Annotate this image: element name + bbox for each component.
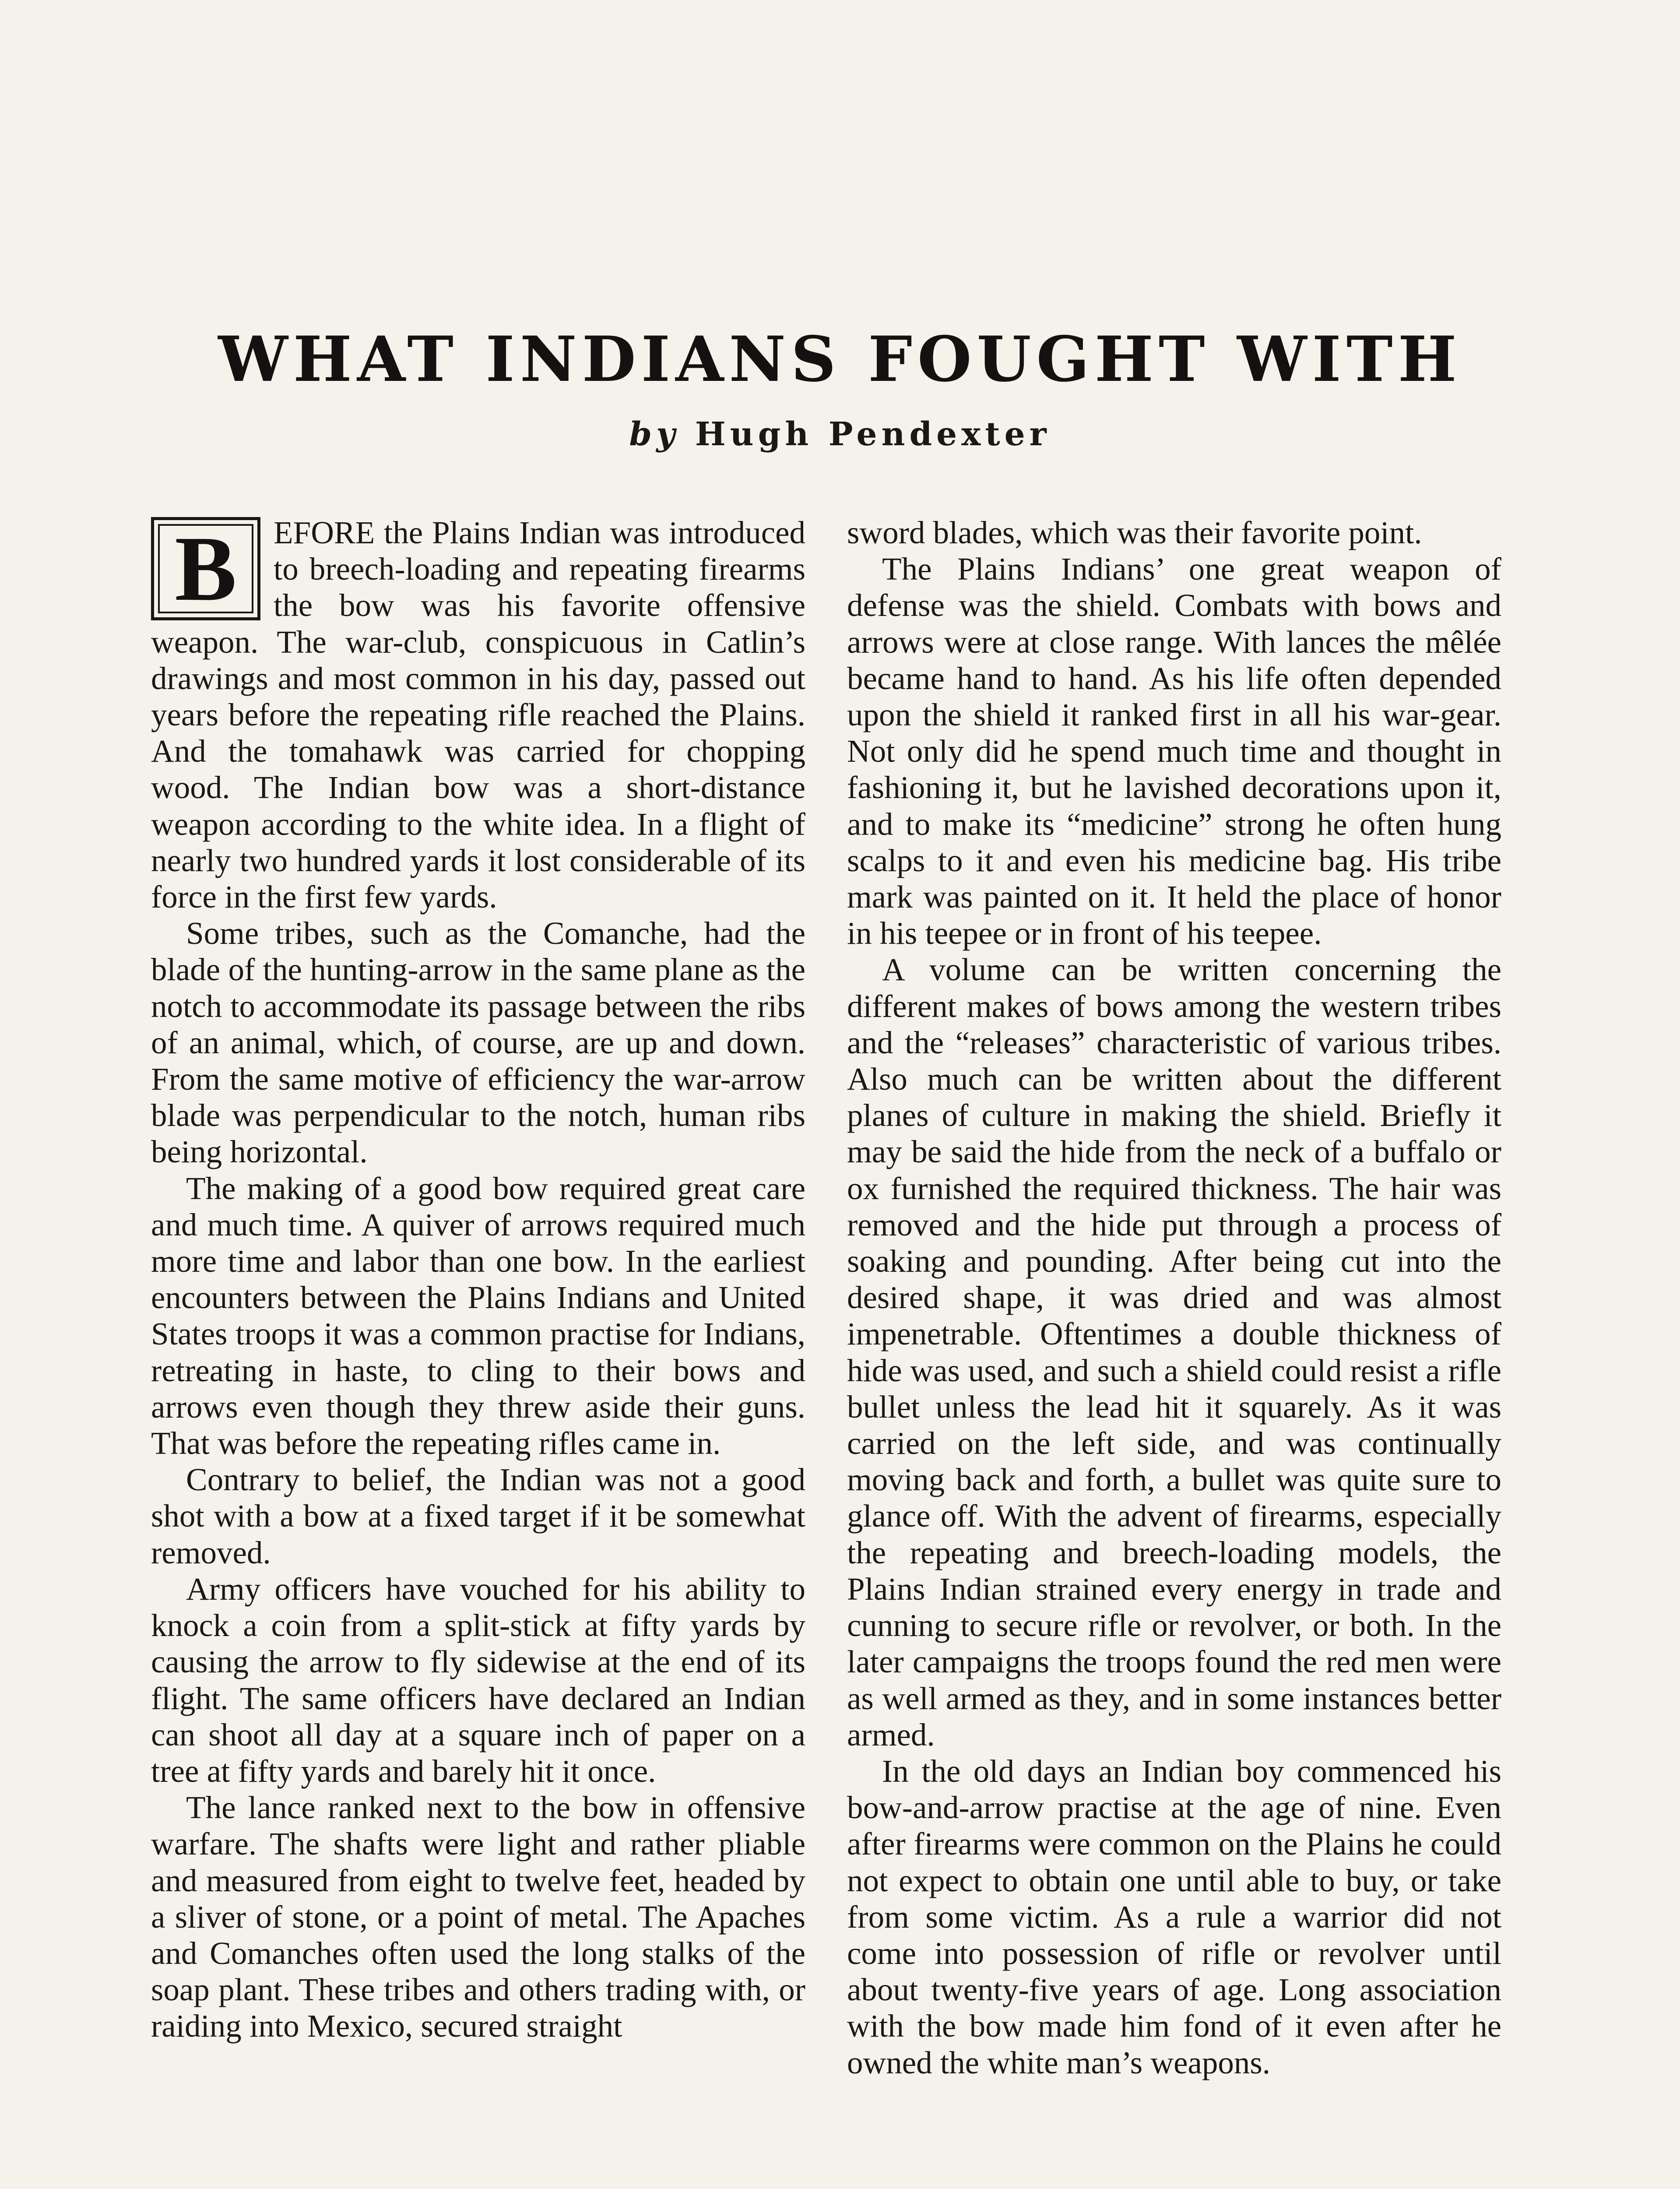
paragraph-7: The Plains Indians’ one great weapon of defense was the shield. Combats with bows and arrows were at close range. With lances the mêlée became hand to hand. As his life often depended upon the shield it ranked first in all his war-gear. Not only did he spend much time and thought in fashioning it, but he lavished decorations upon it, and to make its “medicine” strong he often hung scalps to it and even his medicine bag. His tribe mark was painted on it. It held the place of honor in his teepee or in front of his teepee. <box>847 551 1501 951</box>
left-column <box>151 514 805 2045</box>
paragraph-6-continued: sword blades, which was their favorite point. <box>847 515 1422 550</box>
paragraph-6: The lance ranked next to the bow in offensive warfare. The shafts were light and rather pliable and measured from eight to twelve feet, headed by a sliver of stone, or a point of metal. The Apaches and Comanches often used the long stalks of the soap plant. These tribes and others trading with, or raiding into Mexico, secured straight <box>151 1790 805 2044</box>
article-title: WHAT INDIANS FOUGHT WITH <box>218 323 1462 396</box>
author-name: Hugh Pendexter <box>695 415 1051 453</box>
paragraph-1-text: EFORE the Plains Indian was introduced to breech-loading and repeating firearms the bow was his favorite offensive weapon. The war-club, conspicuous in Catlin’s drawings and most common in his day, passed out years before the repeating rifle reached the Plains. And the tomahawk was carried for chopping wood. The Indian bow was a short-distance weapon according to the white idea. In a flight of nearly two hundred yards it lost considerable of its force in the first few yards. <box>151 515 805 915</box>
paragraph-9: In the old days an Indian boy commenced his bow-and-arrow practise at the age of nine. Even after firearms were common on the Plains he could not expect to obtain one until able to buy, or take from some victim. As a rule a warrior did not come into possession of rifle or revolver until about twenty-five years of age. Long association with the bow made him fond of it even after he owned the white man’s weapons. <box>847 1753 1501 2080</box>
drop-cap: B <box>151 517 260 620</box>
paragraph-5: Army officers have vouched for his ability to knock a coin from a split-stick at fifty yards by causing the arrow to fly sidewise at the end of its flight. The same officers have declared an Indian can shoot all day at a square inch of paper on a tree at fifty yards and barely hit it once. <box>151 1571 805 1789</box>
right-column <box>847 514 1501 2081</box>
byline-prefix: by <box>629 415 680 453</box>
paragraph-2: Some tribes, such as the Comanche, had the blade of the hunting-arrow in the same plane as the notch to accommodate its passage between the ribs of an animal, which, of course, are up and down. From the same motive of efficiency the war-arrow blade was perpendicular to the notch, human ribs being horizontal. <box>151 915 805 1170</box>
paragraph-1 <box>151 514 805 915</box>
paragraph-4: Contrary to belief, the Indian was not a good shot with a bow at a fixed target if it be somewhat removed. <box>151 1462 805 1570</box>
byline <box>0 415 1680 453</box>
paragraph-3: The making of a good bow required great care and much time. A quiver of arrows required much more time and labor than one bow. In the earliest encounters between the Plains Indians and United States troops it was a common practise for Indians, retreating in haste, to cling to their bows and arrows even though they threw aside their guns. That was before the repeating rifles came in. <box>151 1170 805 1461</box>
paragraph-8: A volume can be written concerning the different makes of bows among the western tribes and the “releases” characteristic of various tribes. Also much can be written about the different planes of culture in making the shield. Briefly it may be said the hide from the neck of a buffalo or ox furnished the required thickness. The hair was removed and the hide put through a process of soaking and pounding. After being cut into the desired shape, it was dried and was almost impenetrable. Oftentimes a double thickness of hide was used, and such a shield could resist a rifle bullet unless the lead hit it squarely. As it was carried on the left side, and was continually moving back and forth, a bullet was quite sure to glance off. With the advent of firearms, especially the repeating and breech-loading models, the Plains Indian strained every energy in trade and cunning to secure rifle or revolver, or both. In the later campaigns the troops found the red men were as well armed as they, and in some instances better armed. <box>847 952 1501 1753</box>
